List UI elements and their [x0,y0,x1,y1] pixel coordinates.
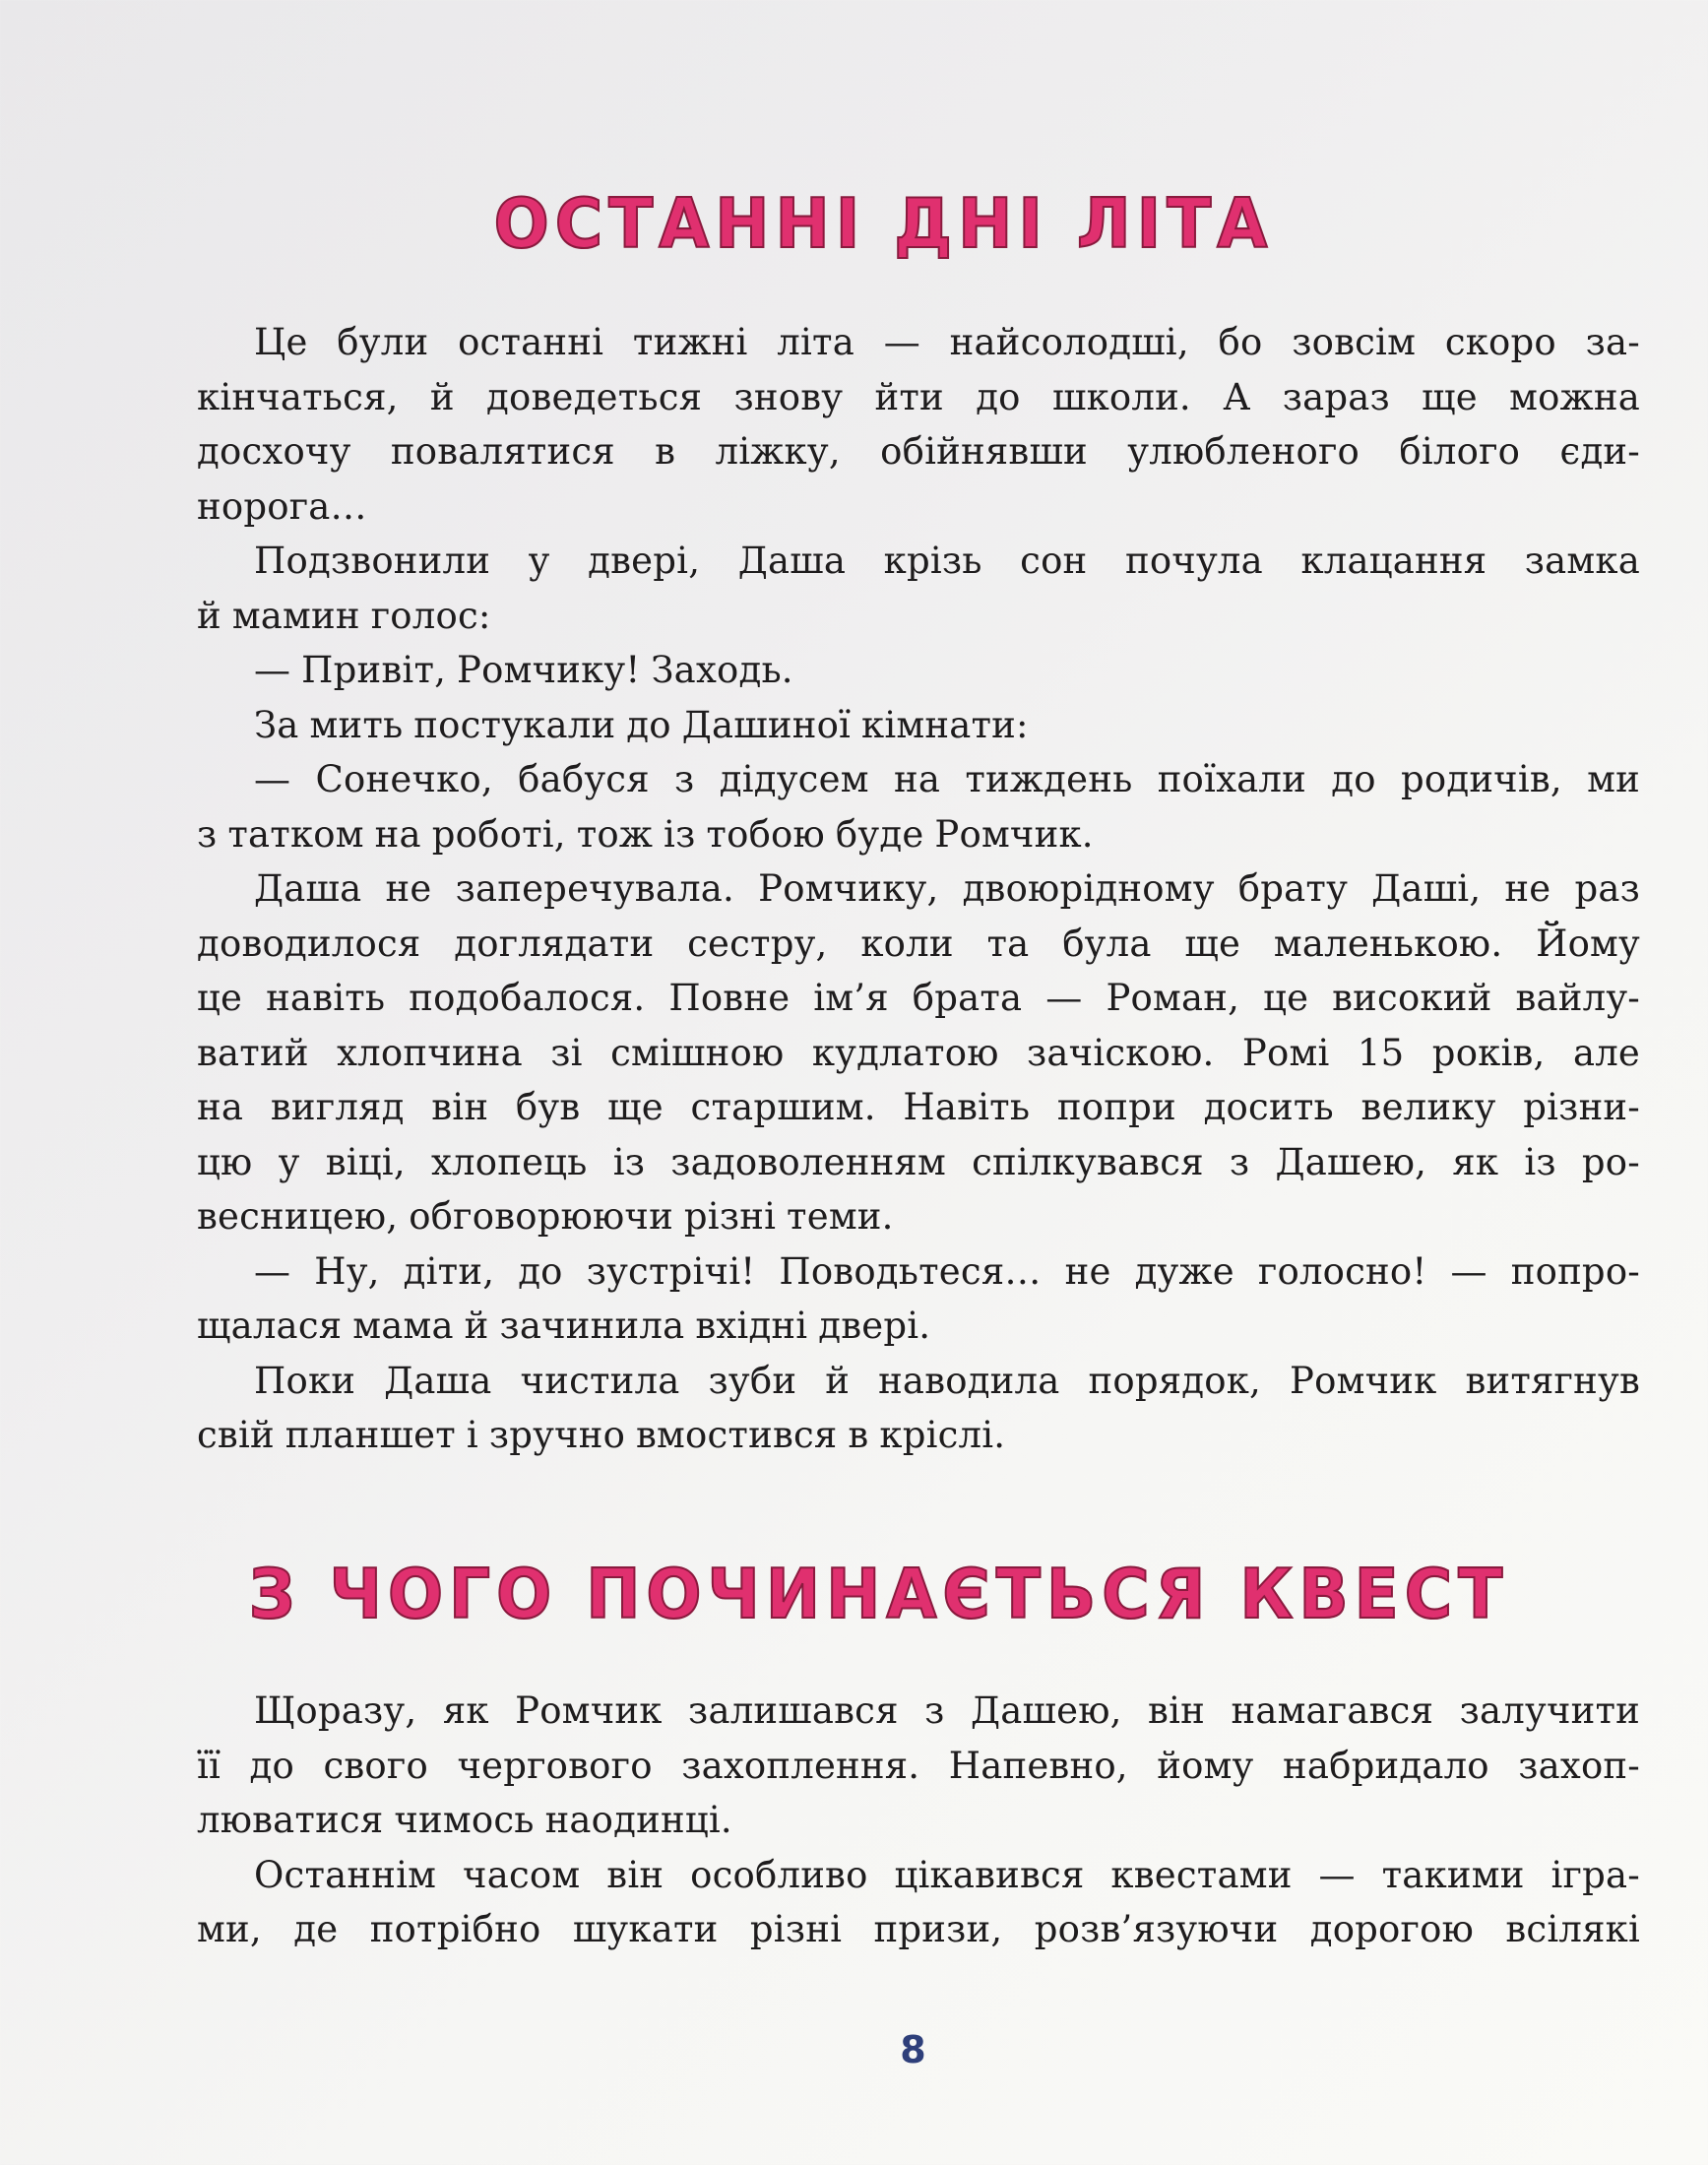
chapter-heading: З ЧОГО ПОЧИНАЄТЬСЯ КВЕСТ [248,1555,1509,1634]
text-line: — Ну, діти, до зустрічі! Поводьтеся… не дуже голосно! — попро- [254,1249,1640,1293]
text-line: щалася мама й зачинила вхідні двері. [197,1305,931,1347]
text-line: її до свого чергового захоплення. Напевно, йому набридало захоп- [197,1744,1640,1787]
text-line: ми, де потрібно шукати різні призи, розв’язуючи дорогою всілякі [197,1908,1640,1950]
text-line: Поки Даша чистила зуби й наводила порядок, Ромчик витягнув [254,1359,1640,1402]
text-line: на вигляд він був ще старшим. Навіть попри досить велику різни- [197,1086,1640,1128]
text-line: За мить постукали до Дашиної кімнати: [254,703,1029,746]
text-line: це навіть подобалося. Повне ім’я брата — Роман, це високий вайлу- [197,977,1640,1019]
text-line: норога… [197,484,367,528]
section-body [197,315,1640,1463]
text-line: люватися чимось наодинці. [197,1799,732,1841]
text-line: Даша не заперечувала. Ромчику, двоюрідному брату Даші, не раз [254,867,1640,910]
chapter-heading: ОСТАННІ ДНІ ЛІТА [493,184,1274,264]
text-line: Останнім часом він особливо цікавився квестами — такими ігра- [254,1853,1640,1896]
text-line: — Привіт, Ромчику! Заходь. [254,649,793,691]
page-number: 8 [900,2028,926,2071]
section-body [197,1684,1640,1957]
text-line: й мамин голос: [197,594,491,637]
text-line: цю у віці, хлопець із задоволенням спілкувався з Дашею, як із ро- [197,1140,1640,1183]
text-line: Це були останні тижні літа — найсолодші, бо зовсім скоро за- [254,321,1640,363]
text-line: Щоразу, як Ромчик залишався з Дашею, він намагався залучити [254,1689,1640,1732]
text-line: доводилося доглядати сестру, коли та була ще маленькою. Йому [197,922,1640,965]
text-line: ватий хлопчина зі смішною кудлатою зачіскою. Ромі 15 років, але [197,1031,1640,1074]
text-line: свій планшет і зручно вмостився в кріслі. [197,1414,1006,1456]
text-line: Подзвонили у двері, Даша крізь сон почула клацання замка [254,540,1640,582]
text-line: весницею, обговорюючи різні теми. [197,1195,894,1238]
text-line: кінчаться, й доведеться знову йти до школи. А зараз ще можна [197,375,1640,418]
text-line: досхочу повалятися в ліжку, обійнявши улюбленого білого єди- [197,430,1640,473]
text-line: з татком на роботі, тож із тобою буде Ромчик. [197,812,1094,856]
text-line: — Сонечко, бабуся з дідусем на тиждень поїхали до родичів, ми [254,758,1640,800]
